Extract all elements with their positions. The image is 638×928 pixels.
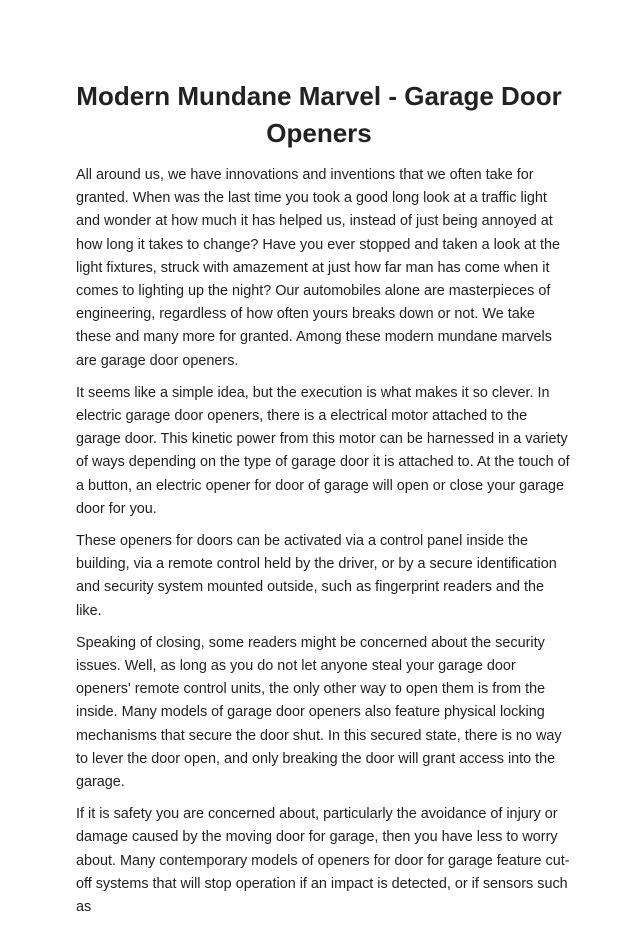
paragraph: Speaking of closing, some readers might be concerned about the security issues. Well, as long as you do not let anyone steal your garage door openers' remote control units, the only other way to open them is from the inside. Many models of garage door openers also feature physical locking mechanisms that secure the door shut. In this secured state, there is no way to lever the door open, and only breaking the door will grant access into the garage.: [76, 634, 562, 791]
document-title: Modern Mundane Marvel - Garage Door Openers: [76, 81, 562, 148]
paragraph: These openers for doors can be activated via a control panel inside the building, via a remote control held by the driver, or by a secure identification and security system mounted outside, such as fingerprint readers and the like.: [76, 533, 557, 619]
document-body: [76, 164, 572, 928]
paragraph: If it is safety you are concerned about, particularly the avoidance of injury or damage caused by the moving door for garage, then you have less to worry about. Many contemporary models of openers for door for garage feature cut-off systems that will stop operation if an impact is detected, or if sensors such as: [76, 806, 570, 916]
paragraph: All around us, we have innovations and inventions that we often take for granted. When was the last time you took a good long look at a traffic light and wonder at how much it has helped us, instead of just being annoyed at how long it takes to change? Have you ever stopped and taken a look at the light fixtures, struck with amazement at just how far man has come when it comes to lighting up the night? Our automobiles alone are masterpieces of engineering, regardless of how often yours breaks down or not. We take these and many more for granted. Among these modern mundane marvels are garage door openers.: [76, 167, 561, 369]
paragraph: It seems like a simple idea, but the execution is what makes it so clever. In electric garage door openers, there is a electrical motor attached to the garage door. This kinetic power from this motor can be harnessed in a variety of ways depending on the type of garage door it is attached to. At the touch of a button, an electric opener for door of garage will open or close your garage door for you.: [76, 384, 570, 517]
